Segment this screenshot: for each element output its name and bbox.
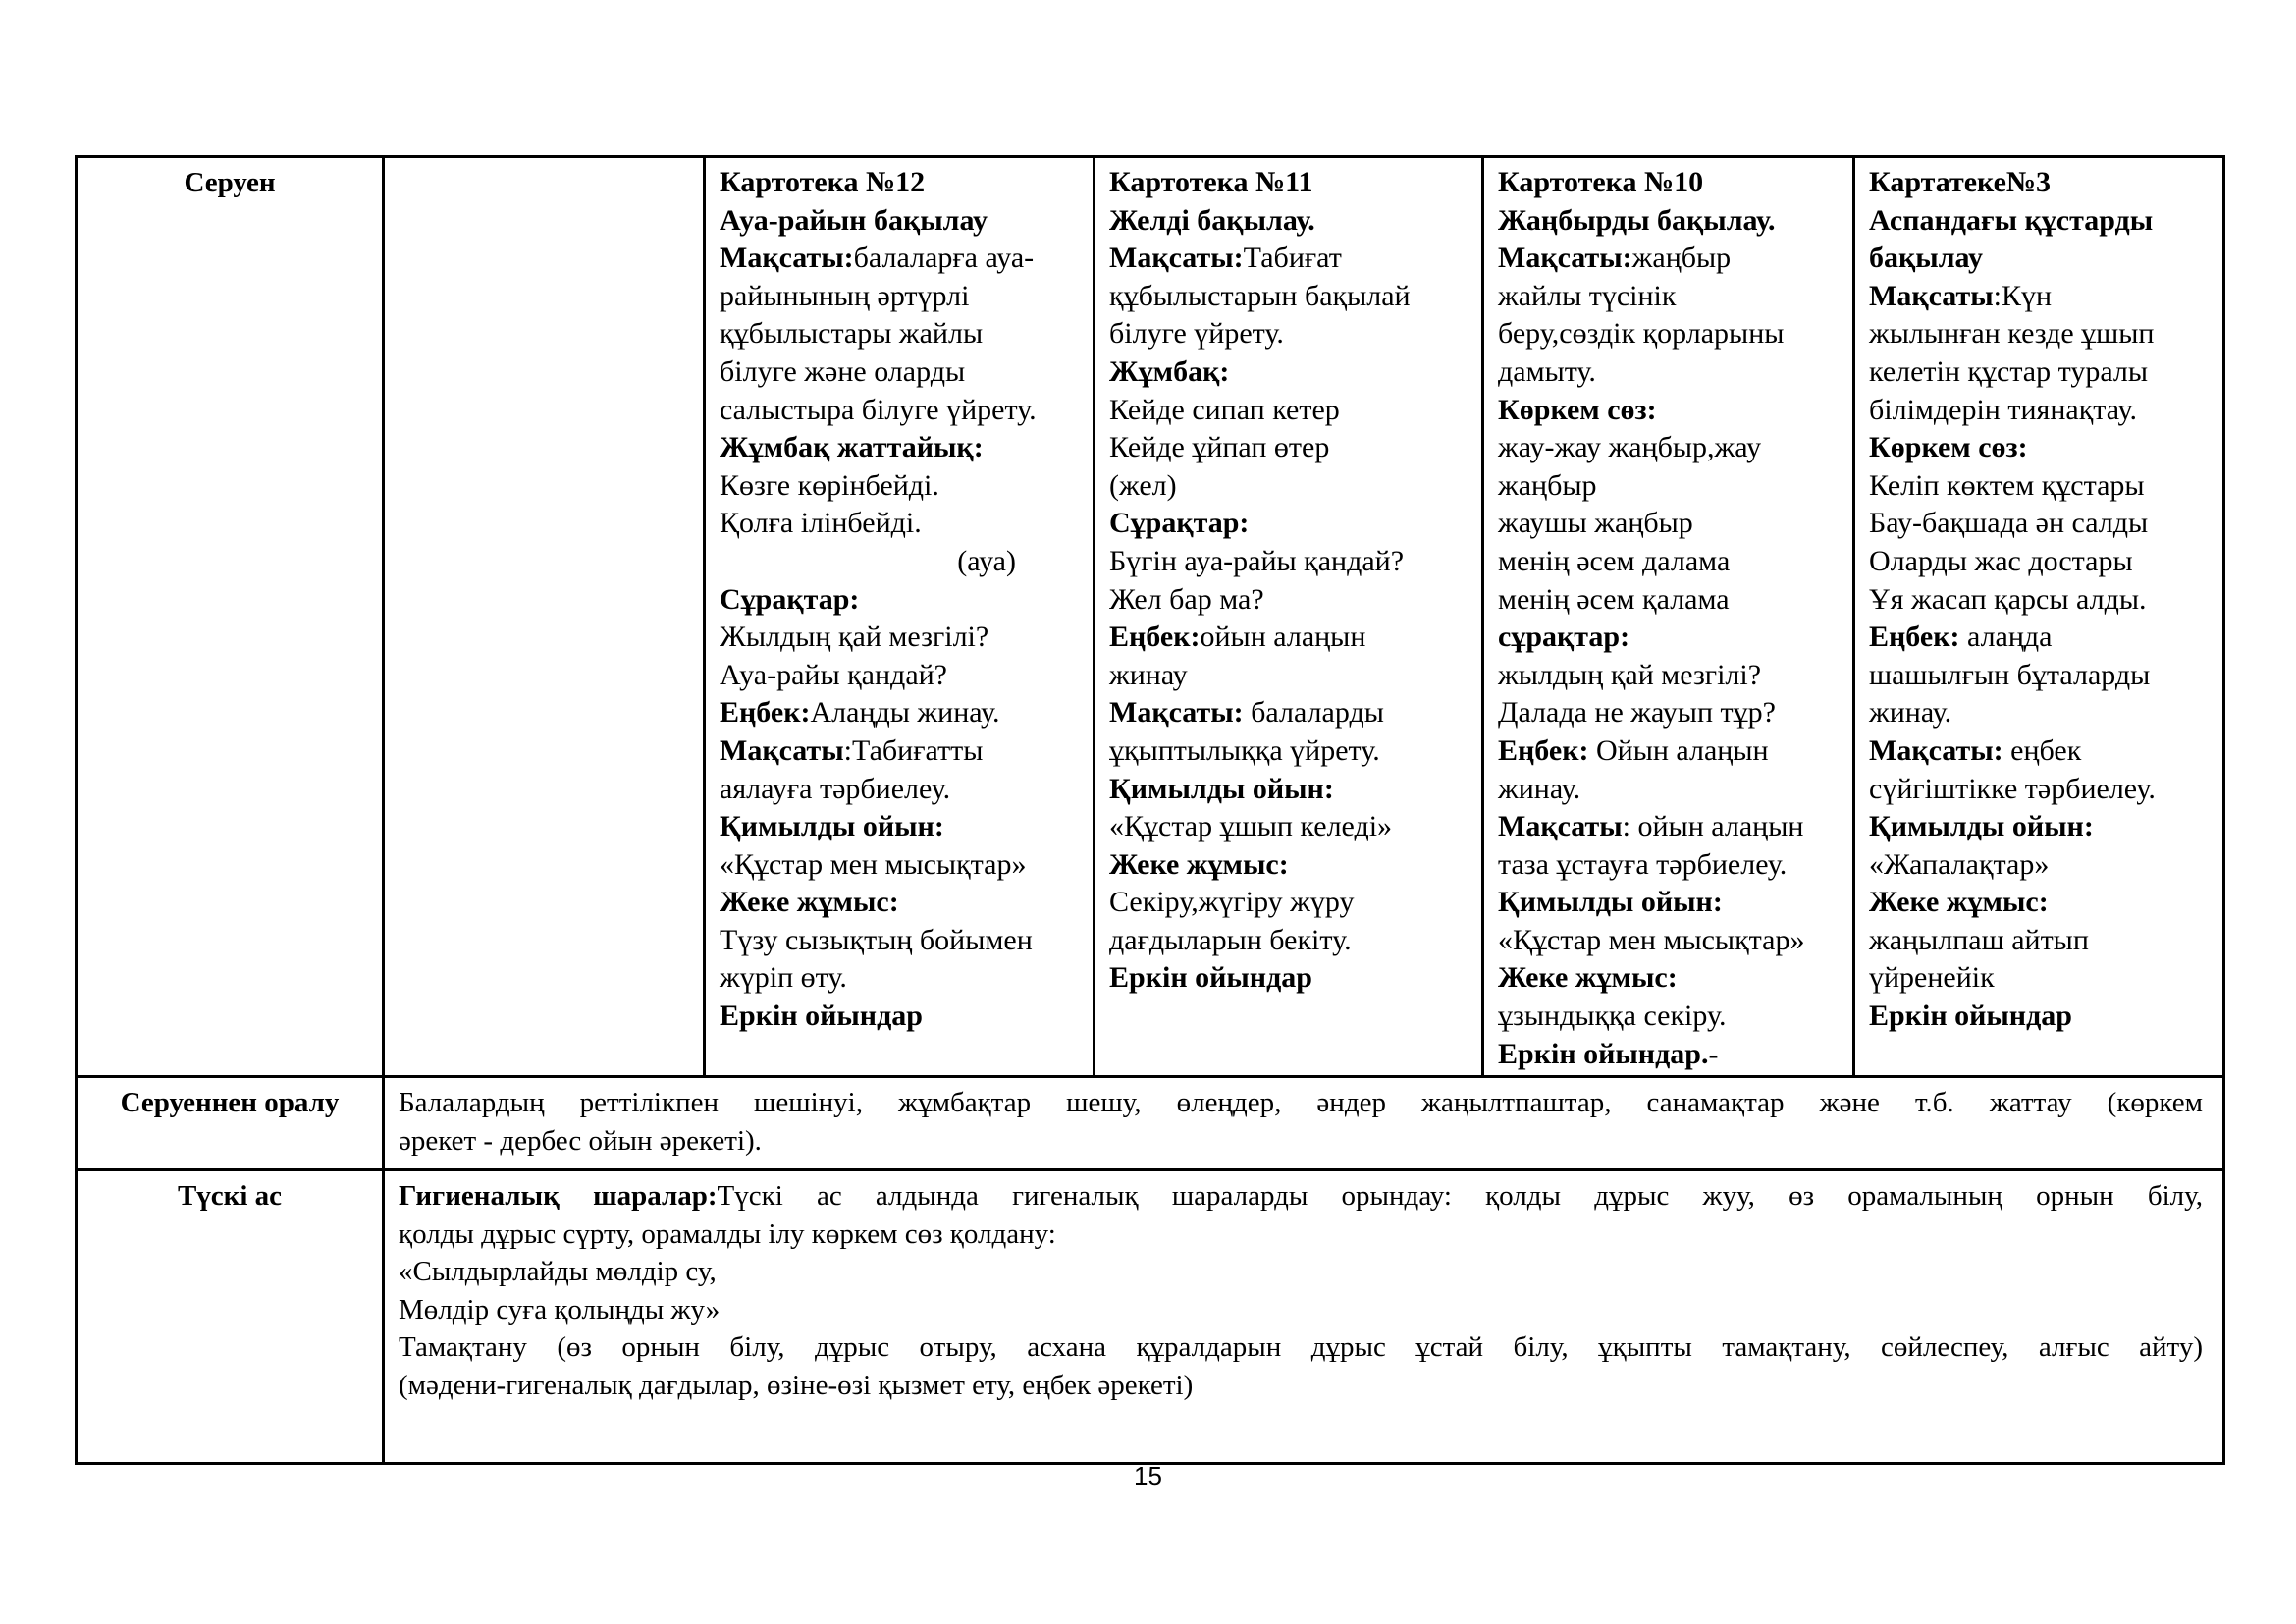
table-row-return bbox=[77, 1077, 2224, 1170]
card-line: Келіп көктем құстары bbox=[1869, 468, 2145, 502]
card-line: сүйгіштікке тәрбиелеу. bbox=[1869, 772, 2156, 805]
card-line: жинау. bbox=[1498, 772, 1581, 805]
plan-sheet bbox=[75, 155, 2222, 1465]
card-line: Жаңбырды бақылау. bbox=[1498, 203, 1776, 237]
hygiene-text: Түскі ас алдында гигеналық шараларды орындау: қолды дұрыс жуу, өз орамалының орнын білу, bbox=[717, 1180, 2204, 1212]
card-line: білуге және оларды bbox=[720, 354, 966, 388]
card-line-bold-part: Мақсаты bbox=[720, 733, 844, 767]
card-line-part: жаңбыр bbox=[1631, 242, 1732, 275]
page-number: 15 bbox=[1134, 1461, 1162, 1490]
card-line: Кейде сипап кетер bbox=[1109, 393, 1340, 426]
card-line: менің әсем қалама bbox=[1498, 582, 1730, 616]
card-line-part: алаңда bbox=[1959, 621, 2053, 654]
card-line: райынының әртүрлі bbox=[720, 279, 970, 312]
card-line: «Жапалақтар» bbox=[1869, 847, 2050, 881]
card-line: Көркем сөз: bbox=[1498, 393, 1657, 426]
card-line: аялауға тәрбиелеу. bbox=[720, 772, 951, 805]
card-line: Сұрақтар: bbox=[1109, 507, 1250, 540]
lunch-line-2: қолды дұрыс сүрту, орамалды ілу көркем сөз қолдану: bbox=[399, 1218, 1056, 1250]
card-line: Қимылды ойын: bbox=[720, 810, 944, 843]
card-line: менің әсем далама bbox=[1498, 544, 1731, 577]
card-line: жаңылпаш айтып bbox=[1869, 923, 2089, 956]
card-line: (ауа) bbox=[957, 544, 1016, 577]
card-line: сұрақтар: bbox=[1498, 621, 1630, 654]
table-row-seruen bbox=[77, 157, 2224, 1077]
card-line-bold-part: Еңбек: bbox=[720, 696, 811, 730]
row-label-lunch: Түскі ас bbox=[77, 1170, 384, 1464]
card-line: құбылыстарын бақылай bbox=[1109, 279, 1411, 312]
row-label-seruen: Серуен bbox=[77, 157, 384, 1077]
card-line: беру,сөздік қорларыны bbox=[1498, 317, 1785, 351]
card-line-part: :Табиғатты bbox=[843, 733, 984, 767]
card-line-part: Алаңды жинау. bbox=[810, 696, 1000, 730]
card-line: дамыту. bbox=[1498, 354, 1596, 388]
card-line: Ауа-райы қандай? bbox=[720, 658, 948, 691]
card-line: салыстыра білуге үйрету. bbox=[720, 393, 1037, 426]
card-line bbox=[1109, 619, 1473, 657]
card-line: Ұя жасап қарсы алды. bbox=[1869, 582, 2147, 616]
card-line: Жеке жұмыс: bbox=[1109, 847, 1289, 881]
card-line bbox=[1869, 732, 2215, 771]
card-line-part: балаларды bbox=[1243, 696, 1384, 730]
card-line: Картотека №12 bbox=[720, 166, 926, 198]
card-line: Жеке жұмыс: bbox=[1498, 961, 1678, 995]
card-line-bold-part: Мақсаты bbox=[1869, 279, 1994, 312]
lunch-line-4: Мөлдір суға қолыңды жу» bbox=[399, 1293, 721, 1326]
card-line-part: :Күн bbox=[1993, 279, 2053, 312]
card-line: Көзге көрінбейді. bbox=[720, 468, 939, 502]
card-cell-12 bbox=[705, 157, 1095, 1077]
return-line-1: Балалардың реттілікпен шешінуі, жұмбақтар шешу, өлеңдер, әндер жаңылтпаштар, санамақтар және т.б. жаттау (көркем bbox=[399, 1087, 2203, 1118]
card-cell-10 bbox=[1483, 157, 1854, 1077]
card-line: Қимылды ойын: bbox=[1498, 886, 1723, 919]
card-line bbox=[1109, 694, 1473, 732]
card-cell-3 bbox=[1854, 157, 2224, 1077]
card-line-bold-part: Мақсаты bbox=[1498, 810, 1623, 843]
card-line: Түзу сызықтың бойымен bbox=[720, 923, 1033, 956]
card-line: келетін құстар туралы bbox=[1869, 354, 2149, 388]
card-line: «Құстар мен мысықтар» bbox=[1498, 923, 1805, 956]
card-line bbox=[1498, 732, 1844, 771]
card-line bbox=[1498, 808, 1844, 846]
card-line: таза ұстауға тәрбиелеу. bbox=[1498, 847, 1788, 881]
card-line-part: Ойын алаңын bbox=[1588, 733, 1769, 767]
card-line-part: еңбек bbox=[2002, 733, 2082, 767]
card-line: «Құстар ұшып келеді» bbox=[1109, 810, 1393, 843]
card-line: Аспандағы құстарды bbox=[1869, 203, 2154, 237]
card-line: Бау-бақшада ән салды bbox=[1869, 507, 2149, 540]
card-line: құбылыстары жайлы bbox=[720, 317, 984, 351]
lunch-line-5: Тамақтану (өз орнын білу, дұрыс отыру, асхана құралдарын дұрыс ұстай білу, ұқыпты тамақтану, сөйлеспеу, алғыс айту) bbox=[399, 1331, 2203, 1363]
card-line: жау-жау жаңбыр,жау bbox=[1498, 431, 1762, 464]
card-line: ұзындыққа секіру. bbox=[1498, 1000, 1727, 1033]
card-line: Жеке жұмыс: bbox=[1869, 886, 2049, 919]
card-line: шашылғын бұталарды bbox=[1869, 658, 2151, 691]
card-line: Жел бар ма? bbox=[1109, 582, 1264, 616]
card-line-bold-part: Мақсаты: bbox=[720, 242, 854, 275]
card-line: жинау. bbox=[1869, 696, 1952, 730]
card-line bbox=[1498, 240, 1844, 278]
card-line: жаушы жаңбыр bbox=[1498, 507, 1693, 540]
card-line: Кейде ұйпап өтер bbox=[1109, 431, 1330, 464]
lunch-cell bbox=[384, 1170, 2224, 1464]
card-line: Жылдың қай мезгілі? bbox=[720, 621, 989, 654]
card-line: Картотека №11 bbox=[1109, 166, 1313, 198]
card-cell-11 bbox=[1095, 157, 1483, 1077]
lunch-line-1 bbox=[399, 1177, 2203, 1216]
card-line: Еркін ойындар bbox=[720, 1000, 923, 1033]
card-line: Көркем сөз: bbox=[1869, 431, 2028, 464]
card-line: бақылау bbox=[1869, 242, 1984, 275]
card-line: жылынған кезде ұшып bbox=[1869, 317, 2155, 351]
card-line bbox=[720, 694, 1085, 732]
lunch-line-6: (мәдени-гигеналық дағдылар, өзіне-өзі қызмет ету, еңбек әрекеті) bbox=[399, 1369, 1194, 1401]
table-row-lunch bbox=[77, 1170, 2224, 1464]
card-line bbox=[1109, 240, 1473, 278]
card-line: жаңбыр bbox=[1498, 468, 1597, 502]
card-line-bold-part: Мақсаты: bbox=[1498, 242, 1632, 275]
card-line-part: ойын алаңын bbox=[1200, 621, 1366, 654]
lunch-line-3: «Сылдырлайды мөлдір су, bbox=[399, 1256, 717, 1287]
card-line: Секіру,жүгіру жүру bbox=[1109, 886, 1355, 919]
card-line: Сұрақтар: bbox=[720, 582, 860, 616]
card-line: Қимылды ойын: bbox=[1109, 772, 1334, 805]
card-line bbox=[720, 240, 1085, 278]
row-label-return: Серуеннен оралу bbox=[77, 1077, 384, 1170]
card-line: Еркін ойындар bbox=[1869, 1000, 2072, 1033]
card-line-bold-part: Еңбек: bbox=[1498, 733, 1589, 767]
card-line: Желді бақылау. bbox=[1109, 203, 1315, 237]
card-line: Картатеке№3 bbox=[1869, 166, 2052, 198]
card-line: жинау bbox=[1109, 658, 1188, 691]
card-line: білуге үйрету. bbox=[1109, 317, 1284, 351]
return-cell bbox=[384, 1077, 2224, 1170]
card-line: Картотека №10 bbox=[1498, 166, 1704, 198]
card-line: Бүгін ауа-райы қандай? bbox=[1109, 544, 1405, 577]
card-line: Жеке жұмыс: bbox=[720, 886, 899, 919]
card-line: білімдерін тиянақтау. bbox=[1869, 393, 2138, 426]
empty-cell bbox=[384, 157, 705, 1077]
card-line: (жел) bbox=[1109, 468, 1177, 502]
card-line: жайлы түсінік bbox=[1498, 279, 1677, 312]
card-line: Оларды жас достары bbox=[1869, 544, 2133, 577]
card-line bbox=[1869, 278, 2215, 316]
card-line: Еркін ойындар.- bbox=[1498, 1037, 1719, 1070]
card-line bbox=[720, 732, 1085, 771]
card-line-part: : ойын алаңын bbox=[1622, 810, 1804, 843]
card-line-bold-part: Еңбек: bbox=[1109, 621, 1201, 654]
card-line: «Құстар мен мысықтар» bbox=[720, 847, 1027, 881]
card-line: жылдың қай мезгілі? bbox=[1498, 658, 1762, 691]
card-line-bold-part: Мақсаты: bbox=[1109, 242, 1244, 275]
daily-plan-table bbox=[75, 155, 2225, 1465]
return-line-2: әрекет - дербес ойын әрекеті). bbox=[399, 1124, 762, 1157]
card-line: Қолға ілінбейді. bbox=[720, 507, 922, 540]
card-line-bold-part: Мақсаты: bbox=[1869, 733, 2003, 767]
card-line: Жұмбақ: bbox=[1109, 354, 1230, 388]
card-line bbox=[1869, 619, 2215, 657]
card-line: жүріп өту. bbox=[720, 961, 847, 995]
card-line-bold-part: Мақсаты: bbox=[1109, 696, 1244, 730]
card-line: дағдыларын бекіту. bbox=[1109, 923, 1352, 956]
card-line: Жұмбақ жаттайық: bbox=[720, 431, 984, 464]
card-line: Еркін ойындар bbox=[1109, 961, 1312, 995]
card-line: ұқыптылыққа үйрету. bbox=[1109, 733, 1380, 767]
card-line: үйренейік bbox=[1869, 961, 1995, 995]
card-line: Далада не жауып тұр? bbox=[1498, 696, 1776, 730]
card-line-part: Табиғат bbox=[1243, 242, 1342, 275]
card-line-part: балаларға ауа- bbox=[853, 242, 1035, 275]
card-line-bold-part: Еңбек: bbox=[1869, 621, 1960, 654]
card-line: Ауа-райын бақылау bbox=[720, 203, 988, 237]
card-line: Қимылды ойын: bbox=[1869, 810, 2094, 843]
hygiene-label: Гигиеналық шаралар: bbox=[399, 1180, 718, 1212]
